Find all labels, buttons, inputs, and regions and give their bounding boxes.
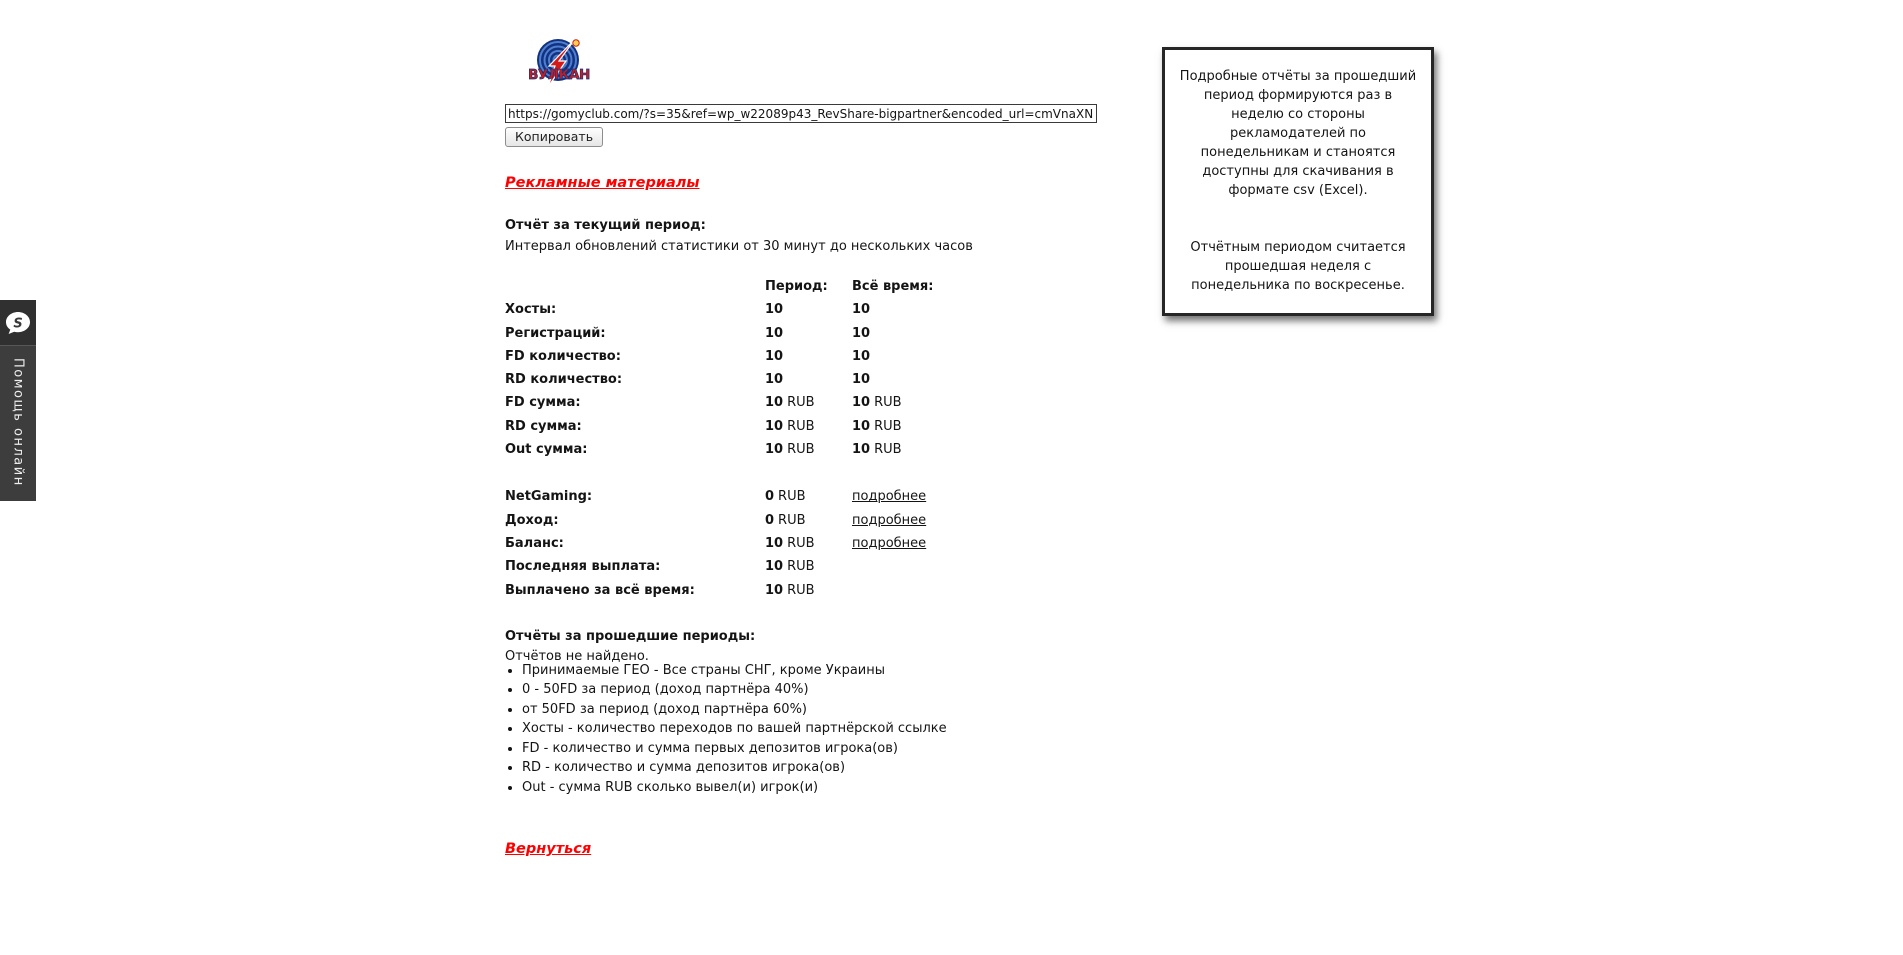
list-item: • Out - сумма RUB сколько вывел(и) игрок(и) — [522, 781, 1145, 795]
table-row — [505, 415, 1145, 438]
stat-alltime-value: 10 — [852, 325, 871, 341]
table-row — [505, 532, 1145, 555]
list-item: • RD - количество и сумма депозитов игрока(ов) — [522, 761, 1145, 775]
column-alltime: Всё время: — [852, 279, 934, 294]
main-content — [505, 37, 1145, 857]
list-item: • 0 - 50FD за период (доход партнёра 40%) — [522, 683, 1145, 697]
stat-value: 10 RUB — [765, 582, 815, 598]
reports-info-box — [1162, 47, 1434, 316]
stat-alltime-value: 10 RUB — [852, 395, 902, 411]
table-row — [505, 509, 1145, 532]
stats-table — [505, 275, 1145, 602]
table-row — [505, 391, 1145, 414]
stat-alltime-value: 10 — [852, 348, 871, 364]
referral-url-input[interactable] — [505, 104, 1097, 123]
stat-value: 10 RUB — [765, 535, 815, 551]
stat-period-value: 10 RUB — [765, 442, 815, 458]
stat-alltime-value: 10 — [852, 372, 871, 388]
current-report-title: Отчёт за текущий период: — [505, 218, 706, 233]
stat-period-value: 10 — [765, 348, 784, 364]
stat-label: FD сумма: — [505, 395, 581, 411]
stat-value: 10 RUB — [765, 559, 815, 575]
stat-alltime-value: 10 — [852, 302, 871, 318]
stat-alltime-value: 10 RUB — [852, 442, 902, 458]
stat-label: NetGaming: — [505, 489, 593, 505]
stat-alltime-value: 10 RUB — [852, 418, 902, 434]
copy-button[interactable]: Копировать — [505, 127, 603, 147]
info-paragraph: Отчётным периодом считается прошедшая неделя с понедельника по воскресенье. — [1190, 240, 1406, 293]
stat-period-value: 10 — [765, 372, 784, 388]
stat-label: Последняя выплата: — [505, 559, 661, 575]
column-period: Период: — [765, 279, 828, 294]
details-link[interactable]: подробнее — [852, 535, 927, 551]
stat-value: 0 RUB — [765, 512, 806, 528]
past-reports-empty: Отчётов не найдено. — [505, 648, 649, 664]
logo-text: ВУЛКАН — [528, 67, 590, 83]
stat-label: Выплачено за всё время: — [505, 582, 695, 598]
table-row — [505, 485, 1145, 508]
stat-value: 0 RUB — [765, 489, 806, 505]
update-interval-note: Интервал обновлений статистики от 30 минут до нескольких часов — [505, 239, 973, 254]
stat-label: Доход: — [505, 512, 559, 528]
stat-label: Out сумма: — [505, 442, 588, 458]
stat-label: Регистраций: — [505, 325, 606, 341]
glossary-list — [505, 722, 1145, 795]
stat-label: Баланс: — [505, 535, 564, 551]
table-row — [505, 322, 1145, 345]
list-item: • Хосты - количество переходов по вашей партнёрской ссылке — [522, 722, 1145, 736]
terms-list — [505, 664, 1145, 717]
past-reports-title: Отчёты за прошедшие периоды: — [505, 628, 756, 644]
table-row — [505, 438, 1145, 461]
details-link[interactable]: подробнее — [852, 489, 927, 505]
table-row — [505, 368, 1145, 391]
list-item: • FD - количество и сумма первых депозитов игрока(ов) — [522, 742, 1145, 756]
stat-label: RD сумма: — [505, 418, 582, 434]
table-row — [505, 579, 1145, 602]
info-paragraph: Подробные отчёты за прошедший период формируются раз в неделю со стороны рекламодателей по понедельникам и станоятся доступны для скачивания в формате csv (Excel). — [1179, 69, 1417, 198]
table-row — [505, 555, 1145, 578]
stat-label: FD количество: — [505, 348, 621, 364]
balance-table — [505, 485, 1145, 601]
list-item: • от 50FD за период (доход партнёра 60%) — [522, 703, 1145, 717]
stat-period-value: 10 — [765, 325, 784, 341]
help-tab-label: Помощь онлайн — [10, 358, 26, 487]
table-row — [505, 345, 1145, 368]
svg-text:S: S — [13, 316, 23, 331]
help-online-tab[interactable] — [0, 300, 36, 501]
stat-period-value: 10 RUB — [765, 418, 815, 434]
stat-label: RD количество: — [505, 372, 623, 388]
back-link[interactable]: Вернуться — [505, 841, 592, 858]
stat-period-value: 10 — [765, 302, 784, 318]
stat-period-value: 10 RUB — [765, 395, 815, 411]
vulkan-logo — [528, 37, 592, 89]
details-link[interactable]: подробнее — [852, 512, 927, 528]
stat-label: Хосты: — [505, 302, 557, 318]
promo-materials-link[interactable]: Рекламные материалы — [505, 175, 700, 191]
list-item: • Принимаемые ГЕО - Все страны СНГ, кроме Украины — [522, 664, 1145, 678]
chat-bubble-s-icon — [0, 300, 36, 346]
table-row — [505, 298, 1145, 321]
table-header-row — [505, 275, 1145, 298]
